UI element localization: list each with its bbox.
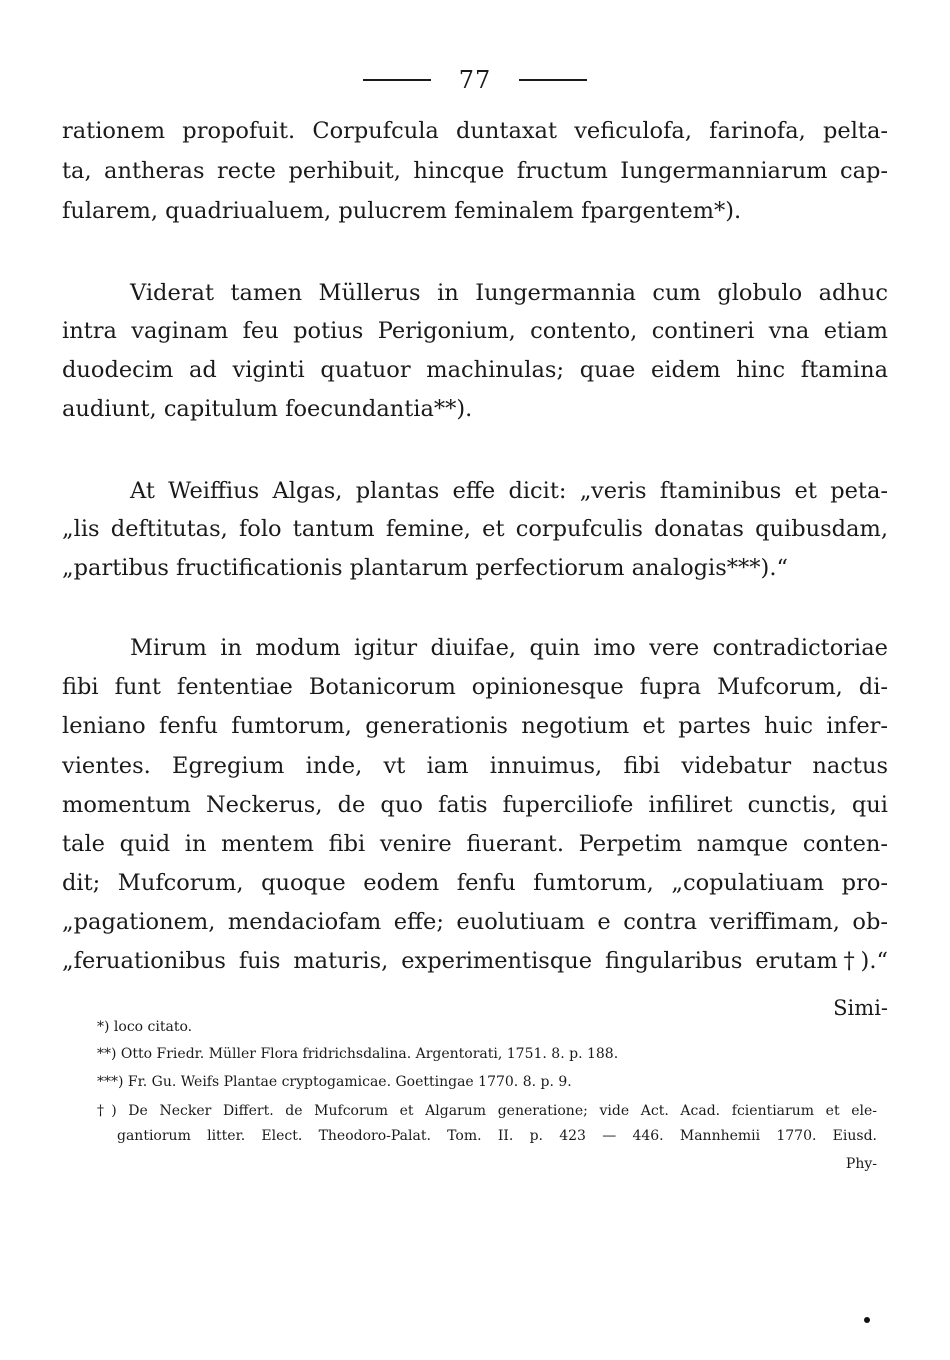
footnote-continuation: gantiorum litter. Elect. Theodoro-Palat. Tom. II. p. 423 — 446. Mannhemii 1770. Eiusd. — [117, 1128, 877, 1144]
text-line: fularem, quadriualuem, pulucrem feminalem fpargentem*). — [62, 198, 742, 224]
text-line: „pagationem, mendaciofam effe; euolutiuam e contra veriffimam, ob- — [62, 909, 888, 935]
text-line: audiunt, capitulum foecundantia**). — [62, 396, 473, 422]
text-line: intra vaginam feu potius Perigonium, contento, contineri vna etiam — [62, 318, 888, 344]
text-line: tale quid in mentem fibi venire fiuerant. Perpetim namque conten- — [62, 831, 888, 857]
footnote: †) De Necker Differt. de Mufcorum et Algarum generatione; vide Act. Acad. fcientiarum et ele- — [97, 1103, 877, 1119]
footnote: ***) Fr. Gu. Weifs Plantae cryptogamicae. Goettingae 1770. 8. p. 9. — [97, 1074, 572, 1090]
text-line: dit; Mufcorum, quoque eodem fenfu fumtorum, „copulatiuam pro- — [62, 870, 888, 896]
text-line: leniano fenfu fumtorum, generationis negotium et partes huic infer- — [62, 713, 888, 739]
page-header — [0, 68, 950, 92]
text-line: Mirum in modum igitur diuifae, quin imo vere contradictoriae — [130, 635, 888, 661]
footnote: **) Otto Friedr. Müller Flora fridrichsdalina. Argentorati, 1751. 8. p. 188. — [97, 1046, 619, 1062]
footnote: *) loco citato. — [97, 1019, 193, 1035]
text-line: momentum Neckerus, de quo fatis fuperciliofe infiliret cunctis, qui — [62, 792, 888, 818]
text-line: Viderat tamen Müllerus in Iungermannia cum globulo adhuc — [130, 280, 888, 306]
text-line: rationem propofuit. Corpufcula duntaxat veficulofa, farinofa, pelta- — [62, 118, 888, 144]
ink-speck — [864, 1317, 870, 1323]
text-line: „partibus fructificationis plantarum perfectiorum analogis***).“ — [62, 555, 788, 581]
text-line: ta, antheras recte perhibuit, hincque fructum Iungermanniarum cap- — [62, 158, 888, 184]
text-line: At Weiffius Algas, plantas effe dicit: „veris ftaminibus et peta- — [130, 478, 888, 504]
page-number: 77 — [458, 66, 492, 94]
text-line: „feruationibus fuis maturis, experimentisque fingularibus erutam†).“ — [62, 948, 888, 974]
catchword: Simi- — [833, 996, 888, 1020]
text-line: duodecim ad viginti quatuor machinulas; quae eidem hinc ftamina — [62, 357, 888, 383]
header-rule-left — [363, 79, 431, 81]
footnote-catchword: Phy- — [845, 1156, 877, 1172]
header-rule-right — [519, 79, 587, 81]
text-line: fibi funt fententiae Botanicorum opinionesque fupra Mufcorum, di- — [62, 674, 888, 700]
text-line: „lis deftitutas, folo tantum femine, et corpufculis donatas quibusdam, — [62, 516, 888, 542]
text-line: vientes. Egregium inde, vt iam innuimus, fibi videbatur nactus — [62, 753, 888, 779]
